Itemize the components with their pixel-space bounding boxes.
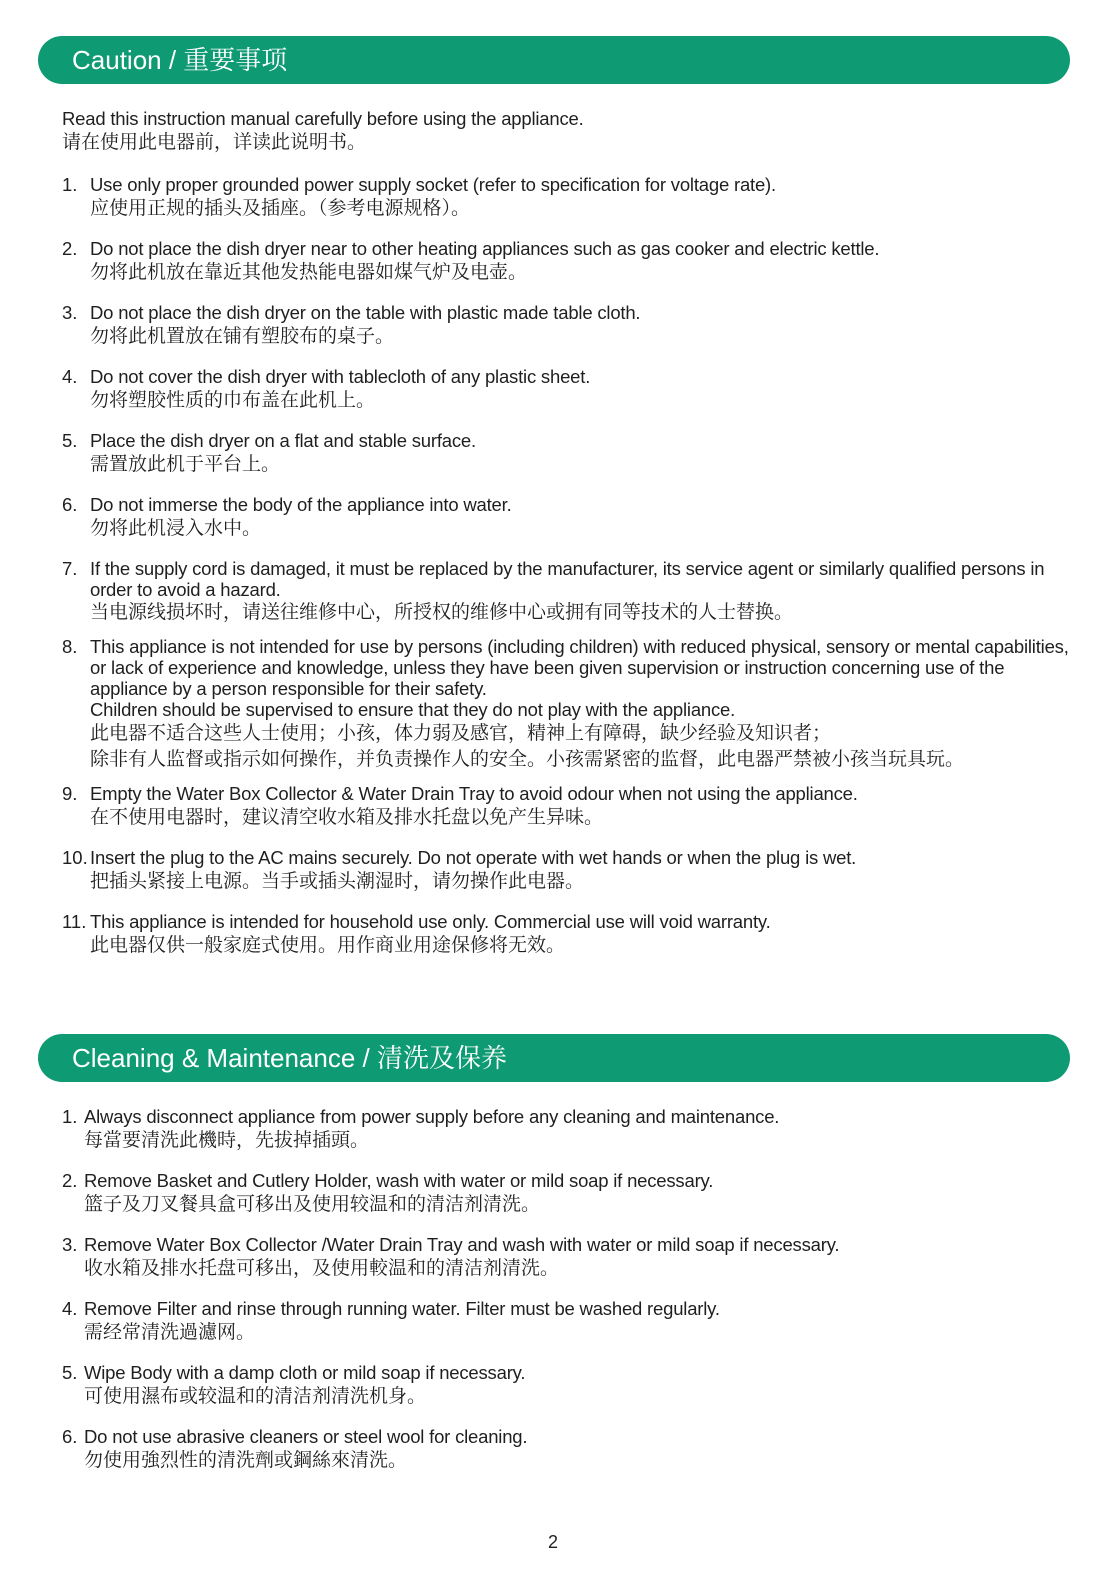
cleaning-item-1	[62, 1106, 1072, 1154]
item-english: Use only proper grounded power supply socket (refer to specification for voltage rate).	[90, 174, 776, 195]
item-english: Do not immerse the body of the appliance into water.	[90, 494, 512, 515]
item-number: 10.	[62, 847, 88, 868]
item-chinese: 勿将此机放在靠近其他发热能电器如煤气炉及电壶。	[90, 262, 528, 283]
caution-item-2	[62, 238, 1072, 286]
item-number: 3.	[62, 1234, 78, 1255]
item-chinese-continued: 除非有人监督或指示如何操作，并负责操作人的安全。小孩需紧密的监督，此电器严禁被小孩当玩具玩。	[90, 749, 965, 770]
caution-item-8	[62, 636, 1072, 773]
page-number: 2	[547, 1532, 558, 1552]
item-chinese: 应使用正规的插头及插座。（参考电源规格）。	[90, 198, 471, 219]
intro-chinese: 请在使用此电器前，详读此说明书。	[62, 132, 367, 153]
item-english: Do not place the dish dryer on the table with plastic made table cloth.	[90, 302, 641, 323]
item-english: Empty the Water Box Collector & Water Drain Tray to avoid odour when not using the appliance.	[90, 783, 858, 804]
item-number: 2.	[62, 1170, 78, 1191]
item-english: Remove Basket and Cutlery Holder, wash with water or mild soap if necessary.	[84, 1170, 714, 1191]
item-number: 1.	[62, 174, 78, 195]
cleaning-section-header: Cleaning & Maintenance / 清洗及保养	[38, 1034, 1070, 1082]
item-number: 2.	[62, 238, 78, 259]
item-chinese: 勿将此机置放在铺有塑胶布的桌子。	[90, 326, 395, 347]
item-chinese: 此电器仅供一般家庭式使用。用作商业用途保修将无效。	[90, 935, 566, 956]
caution-item-3	[62, 302, 1072, 350]
caution-list	[62, 174, 1072, 975]
caution-item-7	[62, 558, 1072, 626]
item-number: 4.	[62, 1298, 78, 1319]
intro-english: Read this instruction manual carefully before using the appliance.	[62, 108, 584, 129]
item-english: Always disconnect appliance from power supply before any cleaning and maintenance.	[84, 1106, 780, 1127]
item-english-children: Children should be supervised to ensure that they do not play with the appliance.	[90, 699, 736, 720]
item-chinese: 需经常清洗過濾网。	[84, 1322, 256, 1343]
item-chinese: 每當要清洗此機時，先拔掉插頭。	[84, 1130, 370, 1151]
item-number: 7.	[62, 558, 78, 579]
item-chinese: 勿使用強烈性的清洗劑或鋼絲來清洗。	[84, 1450, 408, 1471]
item-english: This appliance is intended for household use only. Commercial use will void warranty.	[90, 911, 771, 932]
item-english: Do not use abrasive cleaners or steel wool for cleaning.	[84, 1426, 528, 1447]
item-number: 3.	[62, 302, 78, 323]
item-chinese: 篮子及刀叉餐具盒可移出及使用较温和的清洁剂清洗。	[84, 1194, 541, 1215]
item-english: Insert the plug to the AC mains securely. Do not operate with wet hands or when the plug is wet.	[90, 847, 857, 868]
item-english: Place the dish dryer on a flat and stable surface.	[90, 430, 476, 451]
item-chinese: 此电器不适合这些人士使用；小孩，体力弱及感官，精神上有障碍，缺少经验及知识者；	[90, 723, 832, 744]
cleaning-item-6	[62, 1426, 1072, 1474]
item-number: 6.	[62, 1426, 78, 1447]
caution-item-5	[62, 430, 1072, 478]
cleaning-item-5	[62, 1362, 1072, 1410]
item-chinese: 在不使用电器时，建议清空收水箱及排水托盘以免产生异味。	[90, 807, 604, 828]
cleaning-item-4	[62, 1298, 1072, 1346]
item-number: 4.	[62, 366, 78, 387]
caution-item-6	[62, 494, 1072, 542]
item-number: 5.	[62, 430, 78, 451]
caution-section-header: Caution / 重要事项	[38, 36, 1070, 84]
item-number: 5.	[62, 1362, 78, 1383]
caution-item-10	[62, 847, 1072, 895]
caution-item-1	[62, 174, 1072, 222]
cleaning-item-3	[62, 1234, 1072, 1282]
item-chinese: 当电源线损坏时，请送往维修中心，所授权的维修中心或拥有同等技术的人士替换。	[90, 602, 794, 623]
item-chinese: 收水箱及排水托盘可移出，及使用較温和的清洁剂清洗。	[84, 1258, 560, 1279]
caution-item-4	[62, 366, 1072, 414]
item-english: Do not place the dish dryer near to other heating appliances such as gas cooker and electric kettle.	[90, 238, 880, 259]
item-english: This appliance is not intended for use by persons (including children) with reduced physical, sensory or mental capabilities, or lack of experience and knowledge, unless they have been given supervision or instruction concerning use of the appliance by a person responsible for their safety.	[90, 636, 1069, 699]
item-english: Remove Filter and rinse through running water. Filter must be washed regularly.	[84, 1298, 720, 1319]
item-number: 9.	[62, 783, 78, 804]
caution-item-11	[62, 911, 1072, 959]
item-chinese: 需置放此机于平台上。	[90, 454, 281, 475]
item-number: 8.	[62, 636, 78, 657]
item-chinese: 勿将塑胶性质的巾布盖在此机上。	[90, 390, 376, 411]
item-chinese: 把插头紧接上电源。当手或插头潮湿时，请勿操作此电器。	[90, 871, 585, 892]
item-english: Remove Water Box Collector /Water Drain Tray and wash with water or mild soap if necessary.	[84, 1234, 840, 1255]
caution-item-9	[62, 783, 1072, 831]
cleaning-list	[62, 1106, 1072, 1490]
item-number: 1.	[62, 1106, 78, 1127]
item-number: 11.	[62, 911, 87, 932]
item-english: If the supply cord is damaged, it must be replaced by the manufacturer, its service agent or similarly qualified persons in order to avoid a hazard.	[90, 558, 1045, 600]
item-number: 6.	[62, 494, 78, 515]
item-english: Wipe Body with a damp cloth or mild soap if necessary.	[84, 1362, 526, 1383]
caution-intro	[62, 108, 1072, 156]
item-chinese: 勿将此机浸入水中。	[90, 518, 262, 539]
item-chinese: 可使用濕布或较温和的清洁剂清洗机身。	[84, 1386, 427, 1407]
cleaning-item-2	[62, 1170, 1072, 1218]
item-english: Do not cover the dish dryer with tablecloth of any plastic sheet.	[90, 366, 591, 387]
